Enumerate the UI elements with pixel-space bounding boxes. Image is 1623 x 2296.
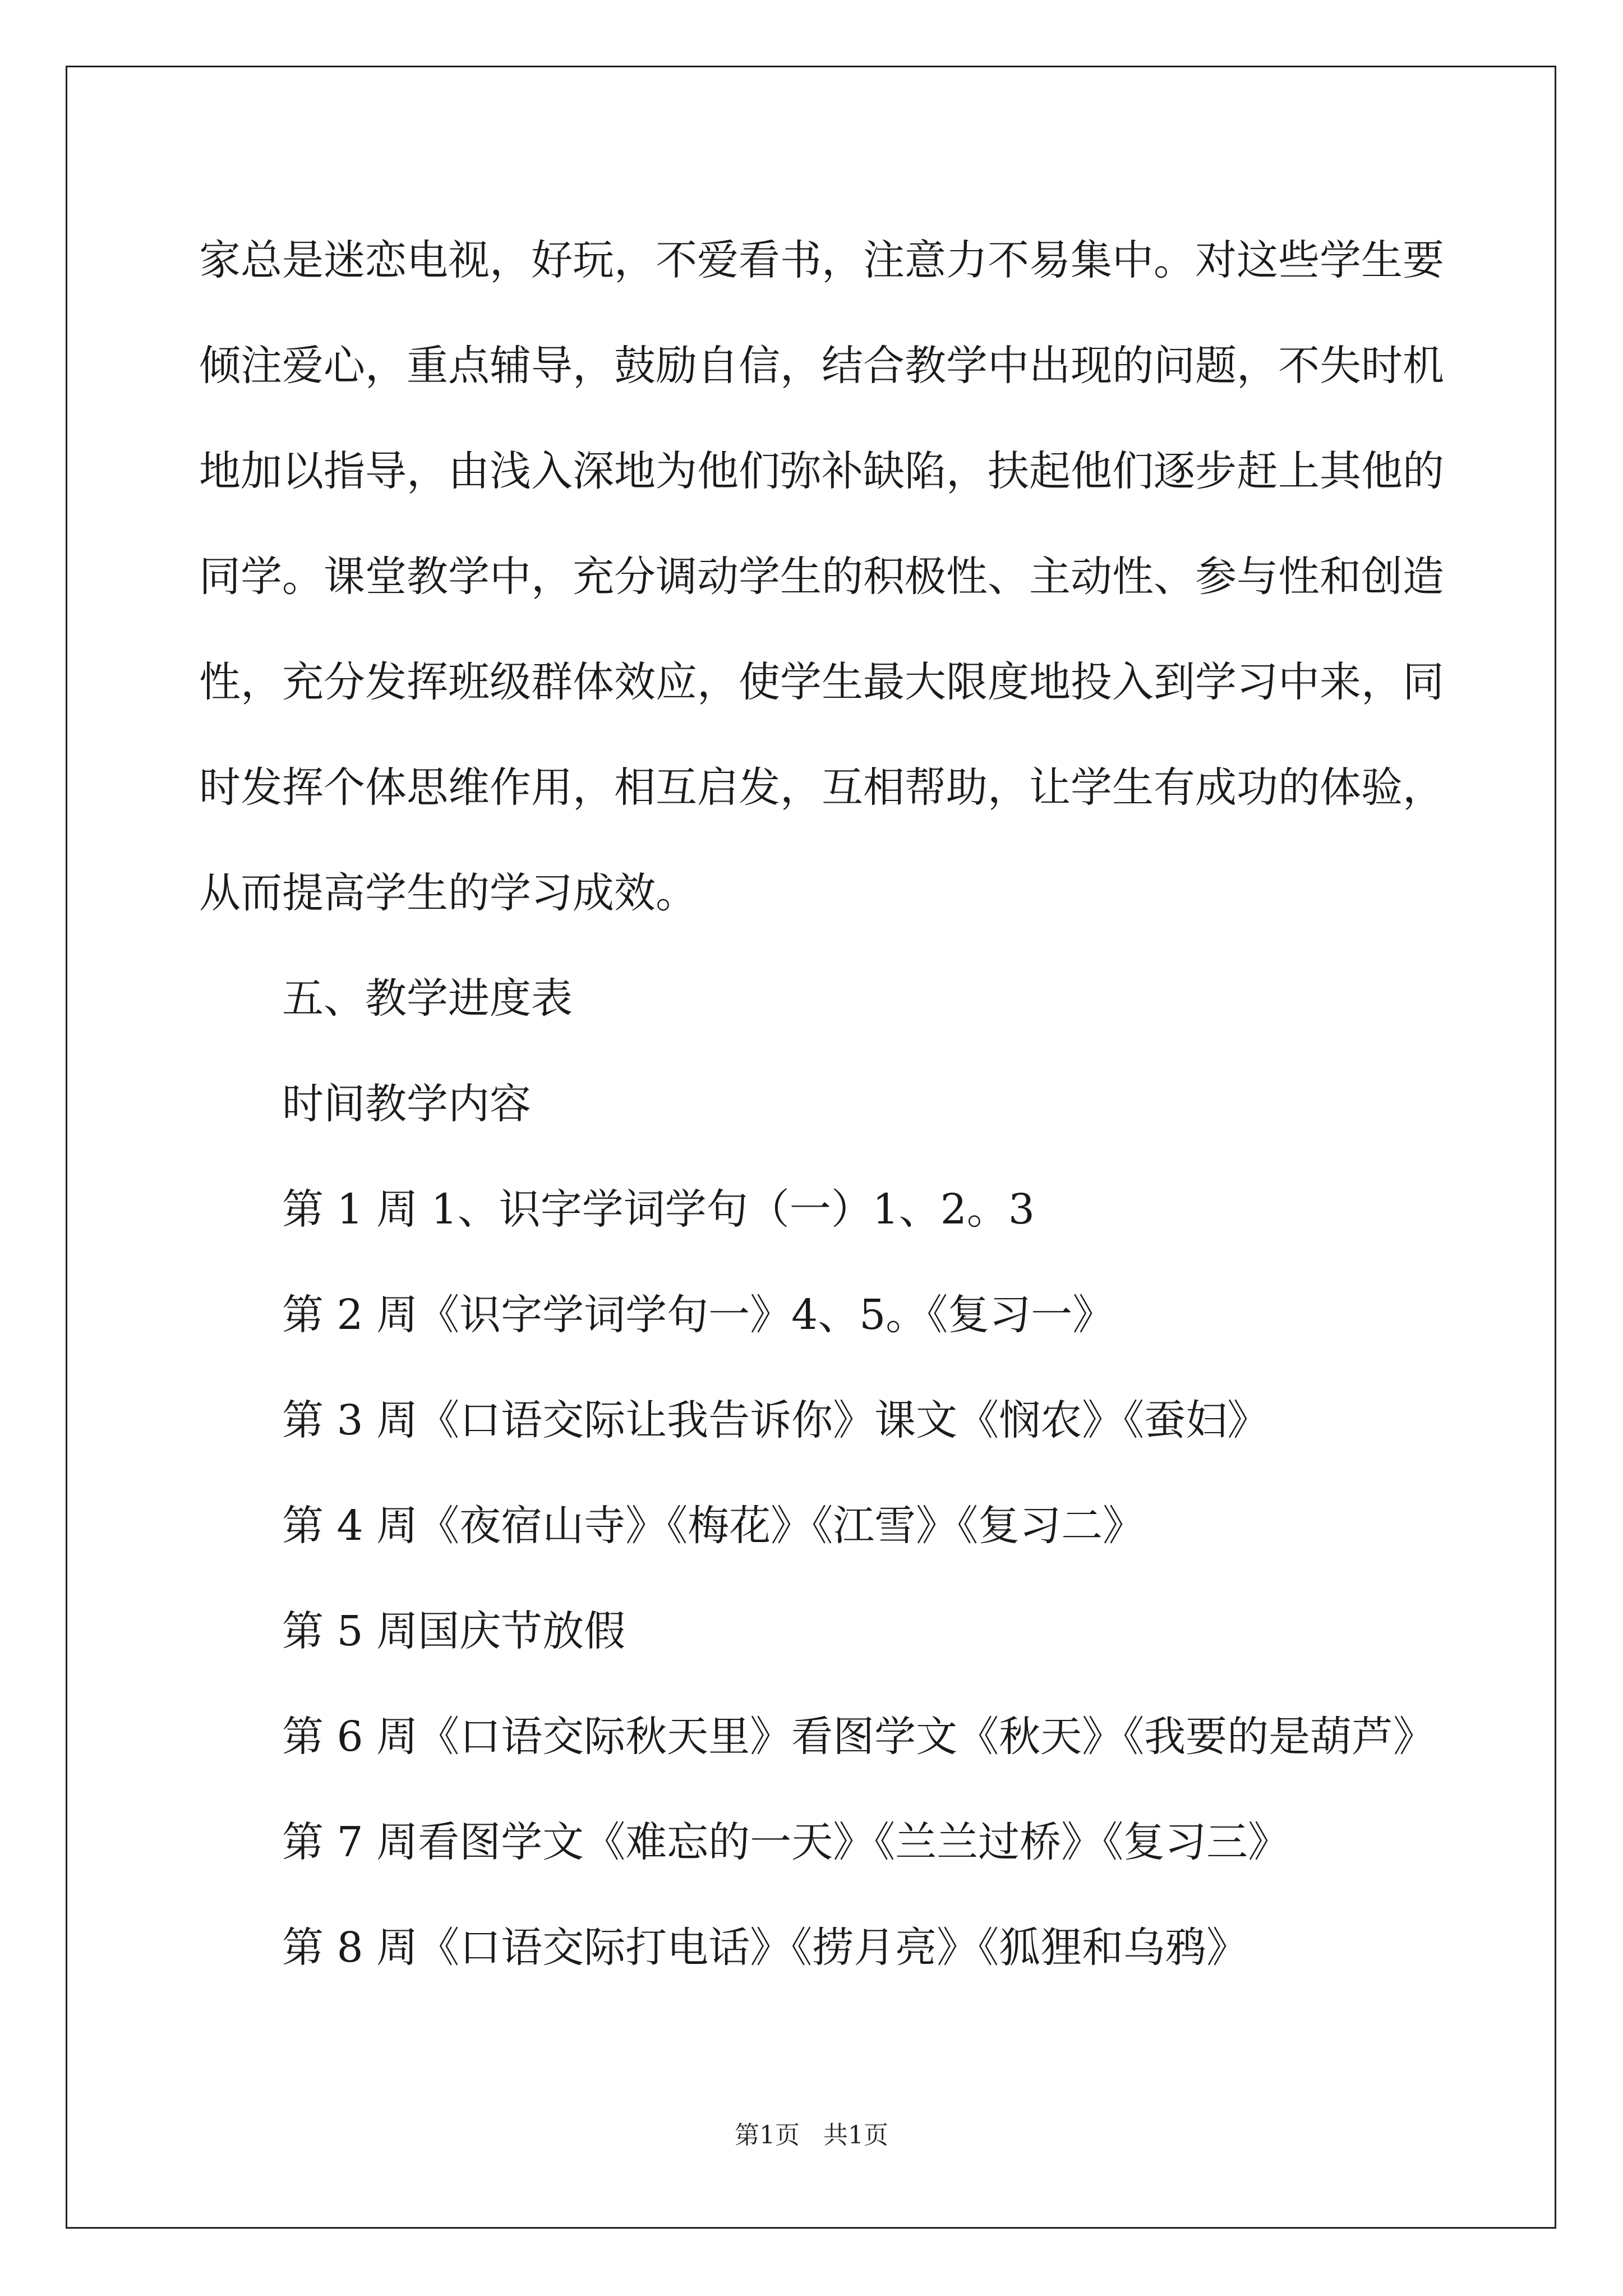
body-line: 地加以指导，由浅入深地为他们弥补缺陷，扶起他们逐步赶上其他的 bbox=[199, 447, 1444, 495]
schedule-row: 第 7 周看图学文《难忘的一天》《兰兰过桥》《复习三》 bbox=[282, 1818, 1290, 1866]
schedule-row: 第 2 周《识字学词学句一》4、5。《复习一》 bbox=[282, 1291, 1114, 1339]
document-body bbox=[199, 208, 1444, 2000]
page-footer: 第1页 共1页 bbox=[735, 2121, 888, 2150]
schedule-row: 第 5 周国庆节放假 bbox=[282, 1607, 626, 1655]
body-line: 倾注爱心，重点辅导，鼓励自信，结合教学中出现的问题，不失时机 bbox=[199, 342, 1444, 390]
body-line: 家总是迷恋电视，好玩，不爱看书，注意力不易集中。对这些学生要 bbox=[199, 236, 1444, 284]
body-line: 时发挥个体思维作用，相互启发，互相帮助，让学生有成功的体验， bbox=[199, 763, 1444, 812]
schedule-row: 第 3 周《口语交际让我告诉你》课文《悯农》《蚕妇》 bbox=[282, 1396, 1269, 1444]
section-heading: 五、教学进度表 bbox=[282, 974, 573, 1023]
schedule-row: 第 4 周《夜宿山寺》《梅花》《江雪》《复习二》 bbox=[282, 1502, 1145, 1550]
body-line: 从而提高学生的学习成效。 bbox=[199, 869, 697, 917]
body-line: 同学。课堂教学中，充分调动学生的积极性、主动性、参与性和创造 bbox=[199, 553, 1444, 601]
body-line: 性，充分发挥班级群体效应，使学生最大限度地投入到学习中来，同 bbox=[199, 658, 1444, 706]
schedule-row: 第 1 周 1、识字学词学句（一）1、2。3 bbox=[282, 1185, 1035, 1234]
schedule-row: 第 6 周《口语交际秋天里》看图学文《秋天》《我要的是葫芦》 bbox=[282, 1713, 1435, 1761]
schedule-header: 时间教学内容 bbox=[282, 1080, 531, 1128]
schedule-row: 第 8 周《口语交际打电话》《捞月亮》《狐狸和乌鸦》 bbox=[282, 1924, 1248, 1972]
